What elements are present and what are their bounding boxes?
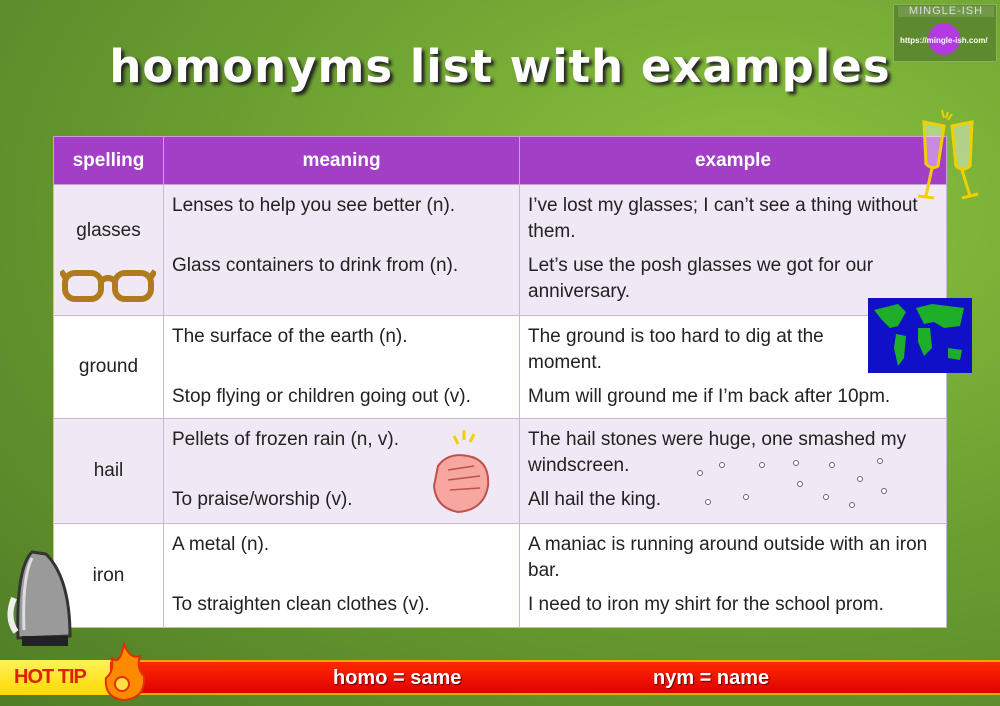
world-map-icon (868, 298, 972, 373)
table-row (54, 185, 947, 316)
meaning-cell (164, 316, 520, 419)
logo-name: MINGLE-ISH (898, 6, 994, 17)
example-2: Let’s use the posh glasses we got for our anniversary. (528, 255, 874, 302)
example-1: A maniac is running around outside with an iron bar. (528, 534, 928, 581)
spelling-text: glasses (76, 220, 141, 241)
example-1: The ground is too hard to dig at the moment. (528, 326, 824, 373)
example-2: I need to iron my shirt for the school prom. (528, 594, 884, 615)
spelling-cell (54, 316, 164, 419)
table-row (54, 524, 947, 628)
example-1: The hail stones were huge, one smashed my windscreen. (528, 429, 907, 476)
example-cell (520, 185, 947, 316)
logo-url: https://mingle-ish.com/ (900, 36, 988, 45)
meaning-2: To straighten clean clothes (v). (172, 594, 430, 615)
hail-stones-icon (690, 455, 900, 510)
champagne-glasses-icon (912, 108, 982, 203)
meaning-1: The surface of the earth (n). (172, 326, 408, 347)
hot-tip-bar (0, 660, 1000, 695)
homonyms-table (53, 136, 947, 628)
spelling-cell (54, 419, 164, 524)
spelling-text: hail (93, 460, 124, 481)
header-spelling: spelling (54, 137, 164, 185)
tip-homo: homo = same (333, 667, 462, 689)
meaning-2: To praise/worship (v). (172, 489, 353, 510)
spelling-text: iron (92, 564, 125, 586)
glasses-icon (60, 265, 156, 305)
clapping-hands-icon (428, 426, 496, 518)
spelling-text: ground (78, 356, 139, 377)
meaning-2: Glass containers to drink from (n). (172, 255, 459, 276)
logo[interactable] (893, 4, 997, 62)
meaning-2: Stop flying or children going out (v). (172, 386, 471, 407)
table-row (54, 316, 947, 419)
page-title: homonyms list with examples (109, 40, 891, 93)
tip-nym: nym = name (653, 667, 770, 689)
example-2: Mum will ground me if I’m back after 10pm. (528, 386, 891, 407)
header-meaning: meaning (164, 137, 520, 185)
meaning-cell (164, 185, 520, 316)
meaning-1: Lenses to help you see better (n). (172, 195, 456, 216)
meaning-1: Pellets of frozen rain (n, v). (172, 429, 400, 450)
iron-icon (6, 548, 82, 650)
meaning-cell (164, 524, 520, 628)
example-1: I’ve lost my glasses; I can’t see a thing without them. (528, 195, 918, 242)
example-cell (520, 524, 947, 628)
header-example: example (520, 137, 947, 185)
flame-icon (100, 642, 148, 702)
meaning-1: A metal (n). (172, 534, 270, 555)
example-2: All hail the king. (528, 489, 662, 510)
hot-tip-label: HOT TIP (0, 660, 110, 695)
